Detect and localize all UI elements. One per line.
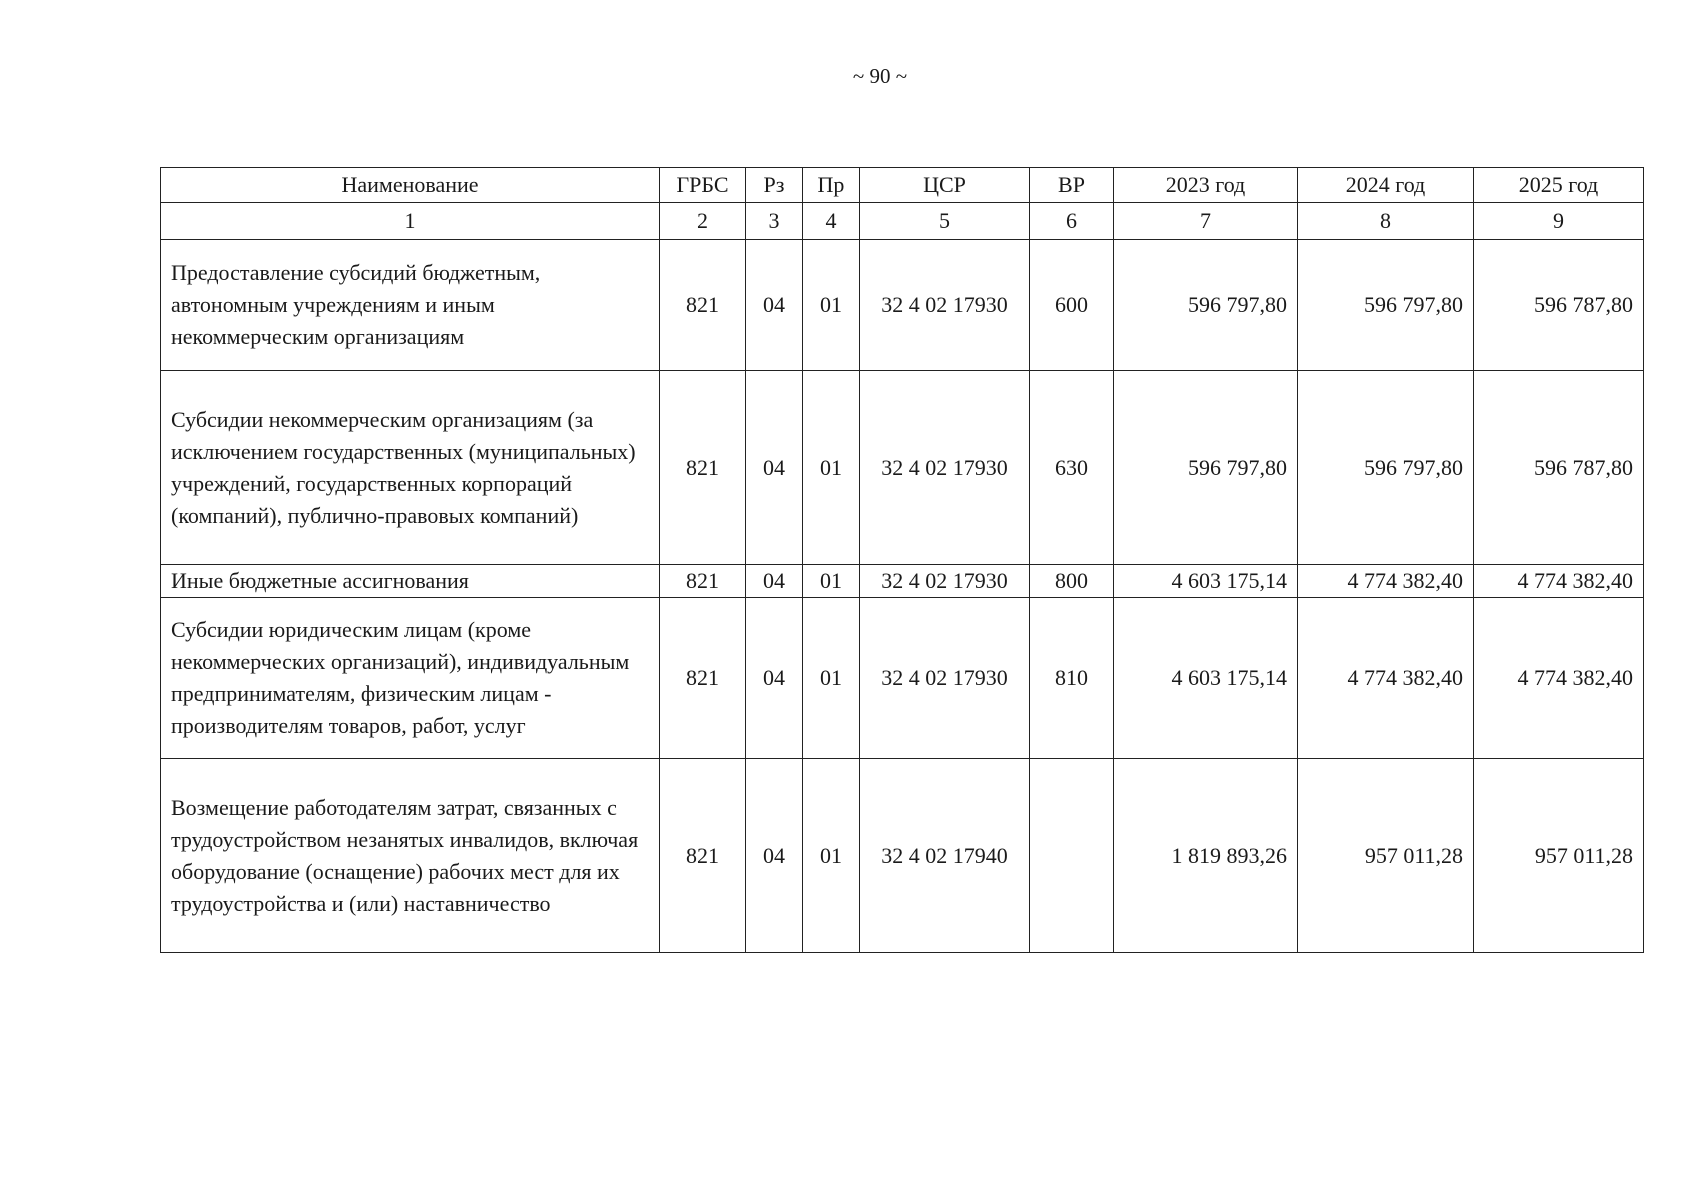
header-2024: 2024 год <box>1298 168 1474 203</box>
column-number: 9 <box>1474 203 1644 240</box>
row-rz: 04 <box>746 759 803 953</box>
row-grbs: 821 <box>660 565 746 598</box>
row-2025: 596 787,80 <box>1474 240 1644 371</box>
header-name: Наименование <box>161 168 660 203</box>
column-number: 1 <box>161 203 660 240</box>
row-name: Субсидии некоммерческим организациям (за исключением государственных (муниципальных) учреждений, государственных корпораций (компаний), публично-правовых компаний) <box>161 371 660 565</box>
row-2025: 4 774 382,40 <box>1474 598 1644 759</box>
row-name: Возмещение работодателям затрат, связанных с трудоустройством незанятых инвалидов, включая оборудование (оснащение) рабочих мест для их трудоустройства и (или) наставничество <box>161 759 660 953</box>
row-csr: 32 4 02 17940 <box>860 759 1030 953</box>
row-csr: 32 4 02 17930 <box>860 565 1030 598</box>
row-2024: 4 774 382,40 <box>1298 565 1474 598</box>
row-2023: 4 603 175,14 <box>1114 565 1298 598</box>
row-rz: 04 <box>746 371 803 565</box>
row-rz: 04 <box>746 565 803 598</box>
row-pr: 01 <box>803 371 860 565</box>
row-2025: 4 774 382,40 <box>1474 565 1644 598</box>
header-row <box>161 168 1644 203</box>
column-number: 6 <box>1030 203 1114 240</box>
row-pr: 01 <box>803 759 860 953</box>
header-grbs: ГРБС <box>660 168 746 203</box>
row-grbs: 821 <box>660 598 746 759</box>
row-vr: 600 <box>1030 240 1114 371</box>
header-pr: Пр <box>803 168 860 203</box>
budget-table <box>160 167 1644 953</box>
row-2024: 957 011,28 <box>1298 759 1474 953</box>
row-vr <box>1030 759 1114 953</box>
row-2025: 596 787,80 <box>1474 371 1644 565</box>
table-row <box>161 371 1644 565</box>
row-pr: 01 <box>803 240 860 371</box>
page-number: ~ 90 ~ <box>852 64 908 88</box>
column-number: 5 <box>860 203 1030 240</box>
row-pr: 01 <box>803 598 860 759</box>
row-grbs: 821 <box>660 240 746 371</box>
row-vr: 630 <box>1030 371 1114 565</box>
header-2023: 2023 год <box>1114 168 1298 203</box>
column-number: 8 <box>1298 203 1474 240</box>
column-number: 2 <box>660 203 746 240</box>
row-vr: 800 <box>1030 565 1114 598</box>
row-csr: 32 4 02 17930 <box>860 598 1030 759</box>
header-vr: ВР <box>1030 168 1114 203</box>
row-2023: 1 819 893,26 <box>1114 759 1298 953</box>
row-rz: 04 <box>746 240 803 371</box>
row-pr: 01 <box>803 565 860 598</box>
table-row <box>161 240 1644 371</box>
row-2025: 957 011,28 <box>1474 759 1644 953</box>
row-csr: 32 4 02 17930 <box>860 240 1030 371</box>
row-2024: 4 774 382,40 <box>1298 598 1474 759</box>
column-number: 4 <box>803 203 860 240</box>
table-row <box>161 565 1644 598</box>
table-row <box>161 598 1644 759</box>
header-2025: 2025 год <box>1474 168 1644 203</box>
column-number: 3 <box>746 203 803 240</box>
header-csr: ЦСР <box>860 168 1030 203</box>
row-2023: 596 797,80 <box>1114 371 1298 565</box>
row-grbs: 821 <box>660 759 746 953</box>
row-2023: 4 603 175,14 <box>1114 598 1298 759</box>
row-2024: 596 797,80 <box>1298 371 1474 565</box>
row-grbs: 821 <box>660 371 746 565</box>
row-vr: 810 <box>1030 598 1114 759</box>
row-2024: 596 797,80 <box>1298 240 1474 371</box>
table-row <box>161 759 1644 953</box>
column-number: 7 <box>1114 203 1298 240</box>
row-rz: 04 <box>746 598 803 759</box>
column-number-row <box>161 203 1644 240</box>
row-name: Предоставление субсидий бюджетным, автономным учреждениям и иным некоммерческим организациям <box>161 240 660 371</box>
row-2023: 596 797,80 <box>1114 240 1298 371</box>
row-name: Иные бюджетные ассигнования <box>161 565 660 598</box>
row-csr: 32 4 02 17930 <box>860 371 1030 565</box>
header-rz: Рз <box>746 168 803 203</box>
row-name: Субсидии юридическим лицам (кроме некоммерческих организаций), индивидуальным предпринимателям, физическим лицам - производителям товаров, работ, услуг <box>161 598 660 759</box>
